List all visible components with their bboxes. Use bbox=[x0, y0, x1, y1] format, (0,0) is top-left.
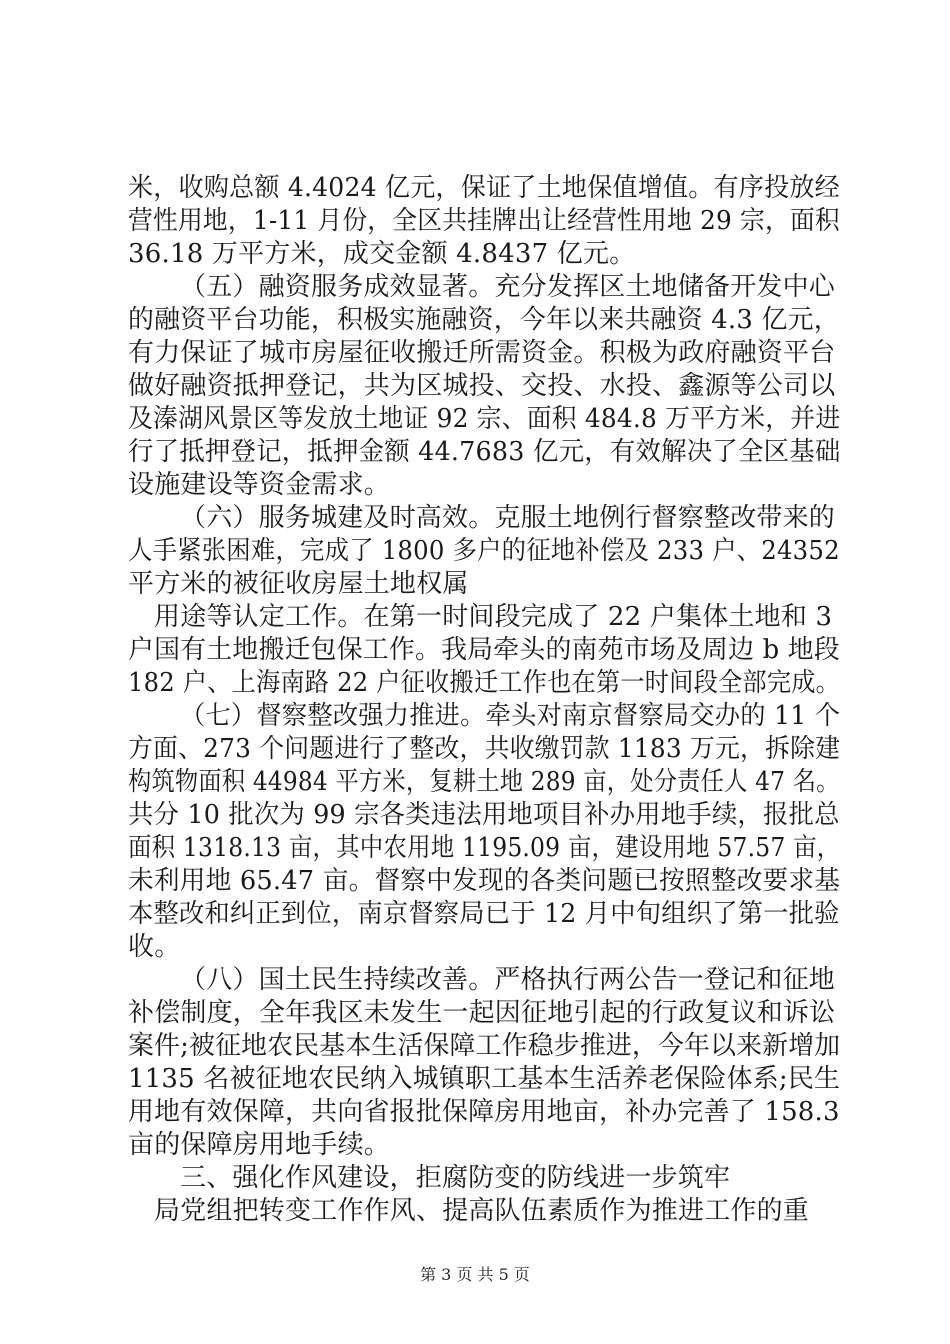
text-line: 做好融资抵押登记，共为区城投、交投、水投、鑫源等公司以 bbox=[128, 371, 836, 401]
text-line: 本整改和纠正到位，南京督察局已于 12 月中旬组织了第一批验 bbox=[128, 899, 840, 929]
text-line: 收。 bbox=[128, 932, 181, 962]
text-line: 补偿制度，全年我区未发生一起因征地引起的行政复议和诉讼 bbox=[128, 998, 836, 1028]
text-line: 人手紧张困难，完成了 1800 多户的征地补偿及 233 户、24352 bbox=[128, 536, 840, 566]
section-heading: 三、强化作风建设，拒腐防变的防线进一步筑牢 bbox=[180, 1163, 731, 1193]
text-line: 未利用地 65.47 亩。督察中发现的各类问题已按照整改要求基 bbox=[128, 866, 841, 896]
text-line: 设施建设等资金需求。 bbox=[128, 470, 391, 500]
paragraph-7-start: （七）督察整改强力推进。牵头对南京督察局交办的 11 个 bbox=[180, 701, 841, 731]
text-line: 182 户、上海南路 22 户征收搬迁工作也在第一时间段全部完成。 bbox=[128, 668, 841, 698]
text-line: 1135 名被征地农民纳入城镇职工基本生活养老保险体系;民生 bbox=[128, 1064, 841, 1094]
text-line: 36.18 万平方米，成交金额 4.8437 亿元。 bbox=[128, 239, 636, 269]
paragraph-6-start: （六）服务城建及时高效。克服土地例行督察整改带来的 bbox=[180, 503, 836, 533]
text-line: 用途等认定工作。在第一时间段完成了 22 户集体土地和 3 bbox=[154, 602, 833, 632]
text-line: 户国有土地搬迁包保工作。我局牵头的南苑市场及周边 b 地段 bbox=[128, 635, 840, 665]
text-line: 共分 10 批次为 99 宗各类违法用地项目补办用地手续，报批总 bbox=[128, 800, 840, 830]
text-line: 局党组把转变工作作风、提高队伍素质作为推进工作的重 bbox=[154, 1196, 810, 1226]
text-line: 平方米的被征收房屋土地权属 bbox=[128, 569, 469, 599]
text-line: 及溱湖风景区等发放土地证 92 宗、面积 484.8 万平方米，并进 bbox=[128, 404, 841, 434]
paragraph-8-start: （八）国土民生持续改善。严格执行两公告一登记和征地 bbox=[180, 965, 836, 995]
page-footer: 第 3 页 共 5 页 bbox=[420, 1265, 530, 1284]
paragraph-5-start: （五）融资服务成效显著。充分发挥区土地储备开发中心 bbox=[180, 272, 836, 302]
text-line: 米，收购总额 4.4024 亿元，保证了土地保值增值。有序投放经 bbox=[128, 173, 840, 203]
text-line: 亩的保障房用地手续。 bbox=[128, 1130, 391, 1160]
text-line: 有力保证了城市房屋征收搬迁所需资金。积极为政府融资平台 bbox=[128, 338, 836, 368]
text-line: 案件;被征地农民基本生活保障工作稳步推进，今年以来新增加 bbox=[128, 1031, 841, 1061]
text-line: 构筑物面积 44984 平方米，复耕土地 289 亩，处分责任人 47 名。 bbox=[128, 767, 840, 797]
text-line: 方面、273 个问题进行了整改，共收缴罚款 1183 万元，拆除建 bbox=[128, 734, 841, 764]
text-line: 的融资平台功能，积极实施融资，今年以来共融资 4.3 亿元， bbox=[128, 305, 840, 335]
text-line: 营性用地，1-11 月份，全区共挂牌出让经营性用地 29 宗，面积 bbox=[128, 206, 840, 236]
text-line: 面积 1318.13 亩，其中农用地 1195.09 亩，建设用地 57.57 亩， bbox=[128, 833, 841, 863]
text-line: 行了抵押登记，抵押金额 44.7683 亿元，有效解决了全区基础 bbox=[128, 437, 841, 467]
text-line: 用地有效保障，共向省报批保障房用地亩，补办完善了 158.3 bbox=[128, 1097, 840, 1127]
